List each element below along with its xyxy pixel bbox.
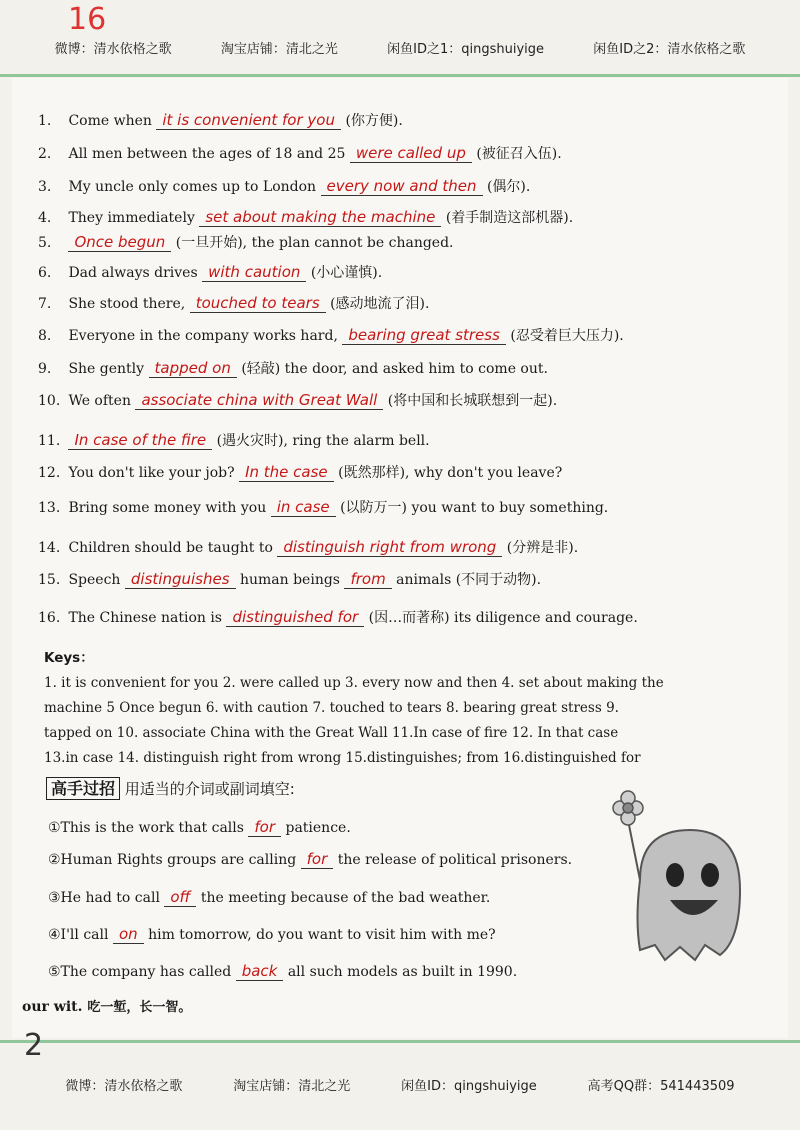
question-text: (既然那样), why don't you leave? bbox=[338, 465, 563, 481]
handwritten-answer: distinguish right from wrong bbox=[277, 538, 502, 557]
handwritten-answer: on bbox=[113, 925, 144, 944]
practice-text: the release of political prisoners. bbox=[337, 852, 573, 868]
question-text: Children should be taught to bbox=[68, 540, 273, 556]
question-text: They immediately bbox=[68, 210, 195, 226]
top-divider bbox=[0, 74, 800, 77]
handwritten-answer: for bbox=[301, 850, 334, 869]
footer-item: 微博：清水依格之歌 bbox=[65, 1079, 183, 1094]
page-footer bbox=[0, 1075, 800, 1094]
question-row bbox=[38, 462, 562, 483]
mascot-illustration bbox=[610, 790, 760, 970]
proverb-line bbox=[22, 996, 191, 1015]
practice-item bbox=[48, 925, 496, 943]
footer-item: 高考QQ群：541443509 bbox=[587, 1079, 735, 1094]
practice-item bbox=[48, 818, 351, 836]
section-instruction: 用适当的介词或副词填空: bbox=[124, 780, 295, 798]
practice-text: all such models as built in 1990. bbox=[287, 964, 518, 980]
section-box-label: 高手过招 bbox=[46, 777, 120, 800]
practice-item bbox=[48, 962, 517, 980]
handwritten-answer: associate china with Great Wall bbox=[135, 391, 383, 410]
question-number: 16. bbox=[38, 610, 61, 626]
footer-item: 淘宝店铺：清北之光 bbox=[233, 1079, 351, 1094]
question-row bbox=[38, 358, 548, 379]
question-text: (以防万一) you want to buy something. bbox=[340, 500, 609, 516]
question-text: Dad always drives bbox=[68, 265, 198, 281]
question-text: Everyone in the company works hard, bbox=[68, 328, 338, 344]
question-number: 10. bbox=[38, 393, 61, 409]
proverb-en: our wit. bbox=[22, 999, 83, 1015]
question-number: 7. bbox=[38, 296, 52, 312]
question-row bbox=[38, 607, 638, 628]
question-number: 6. bbox=[38, 265, 52, 281]
handwritten-answer: tapped on bbox=[149, 359, 237, 378]
question-row bbox=[38, 430, 430, 451]
page-number-bottom: 2 bbox=[24, 1028, 44, 1063]
handwritten-page-number: 16 bbox=[68, 2, 107, 37]
practice-text: the meeting because of the bad weather. bbox=[200, 890, 491, 906]
handwritten-answer: were called up bbox=[350, 144, 472, 163]
question-text: She stood there, bbox=[68, 296, 186, 312]
answer-keys bbox=[44, 646, 714, 771]
section-heading bbox=[46, 776, 295, 799]
question-number: 15. bbox=[38, 572, 61, 588]
question-number: 11. bbox=[38, 433, 61, 449]
question-number: 12. bbox=[38, 465, 61, 481]
handwritten-answer: in case bbox=[271, 498, 336, 517]
handwritten-answer: from bbox=[344, 570, 391, 589]
handwritten-answer: every now and then bbox=[321, 177, 483, 196]
handwritten-answer: In case of the fire bbox=[68, 431, 212, 450]
keys-line: 1. it is convenient for you 2. were called up 3. every now and then 4. set about making the bbox=[44, 675, 664, 691]
header-item: 闲鱼ID之1：qingshuiyige bbox=[387, 42, 544, 57]
handwritten-answer: bearing great stress bbox=[342, 326, 506, 345]
practice-text: ①This is the work that calls bbox=[48, 820, 244, 836]
header-item: 淘宝店铺：清北之光 bbox=[220, 42, 338, 57]
handwritten-answer: distinguishes bbox=[125, 570, 236, 589]
practice-text: him tomorrow, do you want to visit him with me? bbox=[148, 927, 496, 943]
header-item: 微博：清水依格之歌 bbox=[54, 42, 172, 57]
question-number: 4. bbox=[38, 210, 52, 226]
keys-title: Keys： bbox=[44, 650, 94, 666]
question-number: 13. bbox=[38, 500, 61, 516]
question-text: (你方便). bbox=[345, 113, 403, 129]
handwritten-answer: it is convenient for you bbox=[156, 111, 341, 130]
handwritten-answer: back bbox=[236, 962, 284, 981]
question-number: 9. bbox=[38, 361, 52, 377]
keys-line: machine 5 Once begun 6. with caution 7. touched to tears 8. bearing great stress 9. bbox=[44, 700, 619, 716]
handwritten-answer: distinguished for bbox=[226, 608, 364, 627]
question-row bbox=[38, 537, 578, 558]
practice-item bbox=[48, 888, 490, 906]
question-number: 5. bbox=[38, 235, 52, 251]
question-text: We often bbox=[68, 393, 131, 409]
handwritten-answer: set about making the machine bbox=[199, 208, 441, 227]
proverb-cn: 吃一堑，长一智。 bbox=[87, 1000, 192, 1015]
question-text: My uncle only comes up to London bbox=[68, 179, 317, 195]
question-text: Bring some money with you bbox=[68, 500, 267, 516]
practice-item bbox=[48, 850, 572, 868]
practice-text: ②Human Rights groups are calling bbox=[48, 852, 297, 868]
question-text: (分辨是非). bbox=[506, 540, 579, 556]
question-row bbox=[38, 176, 530, 197]
question-row bbox=[38, 569, 541, 590]
practice-text: ④I'll call bbox=[48, 927, 109, 943]
handwritten-answer: touched to tears bbox=[190, 294, 326, 313]
footer-item: 闲鱼ID：qingshuiyige bbox=[401, 1079, 537, 1094]
question-row bbox=[38, 207, 573, 228]
practice-text: patience. bbox=[285, 820, 351, 836]
question-text: animals (不同于动物). bbox=[396, 572, 542, 588]
handwritten-answer: for bbox=[248, 818, 281, 837]
question-number: 8. bbox=[38, 328, 52, 344]
question-number: 2. bbox=[38, 146, 52, 162]
question-row bbox=[38, 110, 403, 131]
question-number: 1. bbox=[38, 113, 52, 129]
bottom-divider bbox=[0, 1040, 800, 1043]
question-text: (小心谨慎). bbox=[310, 265, 383, 281]
question-text: (着手制造这部机器). bbox=[445, 210, 574, 226]
question-number: 14. bbox=[38, 540, 61, 556]
question-row bbox=[38, 143, 562, 164]
question-row bbox=[38, 293, 429, 314]
question-text: (忍受着巨大压力). bbox=[510, 328, 624, 344]
question-row bbox=[38, 232, 454, 253]
question-text: She gently bbox=[68, 361, 145, 377]
question-text: (遇火灾时), ring the alarm bell. bbox=[216, 433, 430, 449]
keys-line: 13.in case 14. distinguish right from wrong 15.distinguishes; from 16.distinguished for bbox=[44, 750, 641, 766]
question-text: (偶尔). bbox=[486, 179, 531, 195]
question-text: All men between the ages of 18 and 25 bbox=[68, 146, 346, 162]
question-text: human beings bbox=[239, 572, 340, 588]
question-row bbox=[38, 325, 624, 346]
question-number: 3. bbox=[38, 179, 52, 195]
handwritten-answer: Once begun bbox=[68, 233, 171, 252]
handwritten-answer: In the case bbox=[239, 463, 334, 482]
question-row bbox=[38, 390, 557, 411]
question-text: (轻敲) the door, and asked him to come out. bbox=[241, 361, 548, 377]
question-row bbox=[38, 262, 382, 283]
page-header bbox=[0, 38, 800, 57]
cartoon-mascot bbox=[610, 790, 760, 970]
handwritten-answer: with caution bbox=[202, 263, 306, 282]
question-row bbox=[38, 497, 608, 518]
keys-line: tapped on 10. associate China with the Great Wall 11.In case of fire 12. In that case bbox=[44, 725, 619, 741]
question-text: Speech bbox=[68, 572, 121, 588]
question-text: You don't like your job? bbox=[68, 465, 235, 481]
question-text: (将中国和长城联想到一起). bbox=[387, 393, 558, 409]
handwritten-answer: off bbox=[164, 888, 196, 907]
question-text: (因…而著称) its diligence and courage. bbox=[368, 610, 638, 626]
header-item: 闲鱼ID之2：清水依格之歌 bbox=[593, 42, 746, 57]
practice-text: ⑤The company has called bbox=[48, 964, 232, 980]
question-text: (被征召入伍). bbox=[476, 146, 562, 162]
question-text: The Chinese nation is bbox=[68, 610, 222, 626]
question-text: (感动地流了泪). bbox=[330, 296, 430, 312]
question-text: Come when bbox=[68, 113, 152, 129]
question-text: (一旦开始), the plan cannot be changed. bbox=[175, 235, 454, 251]
practice-text: ③He had to call bbox=[48, 890, 160, 906]
